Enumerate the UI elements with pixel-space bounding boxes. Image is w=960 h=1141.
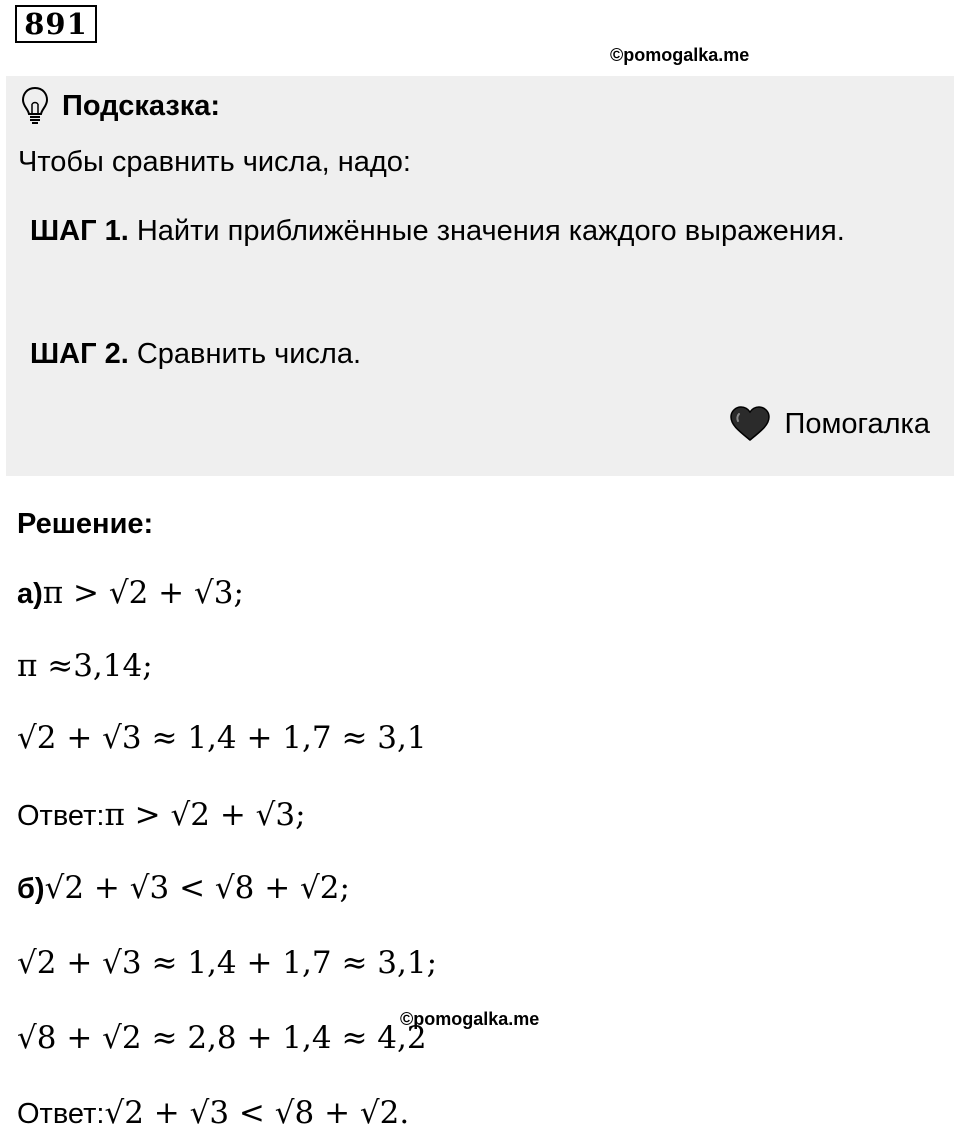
math-expression: π > √2 + √3;	[42, 575, 244, 611]
solution-line	[17, 720, 427, 756]
math-expression: √2 + √3 ≈ 1,4 + 1,7 ≈ 3,1;	[17, 945, 438, 981]
math-expression: √2 + √3 ≈ 1,4 + 1,7 ≈ 3,1	[17, 720, 427, 756]
solution-line	[17, 648, 153, 684]
solution-line	[17, 1020, 427, 1056]
hint-step-1	[30, 206, 850, 256]
step-2-label: ШАГ 2.	[30, 338, 129, 370]
answer-line-b	[17, 1095, 409, 1131]
math-expression: √2 + √3 < √8 + √2;	[44, 870, 350, 906]
watermark-middle: ©pomogalka.me	[400, 1009, 540, 1029]
math-expression: √8 + √2 ≈ 2,8 + 1,4 ≈ 4,2	[17, 1020, 427, 1056]
hint-title-text: Подсказка:	[62, 89, 221, 122]
hint-intro: Чтобы сравнить числа, надо:	[18, 146, 411, 178]
watermark-top: ©pomogalka.me	[610, 45, 750, 65]
hint-step-2	[30, 329, 850, 379]
part-a-label: а)	[17, 578, 43, 610]
step-2-text: Сравнить числа.	[128, 338, 362, 370]
lightbulb-icon	[20, 86, 50, 126]
solution-line-b	[17, 870, 350, 906]
solution-title: Решение:	[17, 508, 154, 540]
brand-text: Помогалка	[784, 407, 930, 440]
math-expression: √2 + √3 < √8 + √2.	[104, 1095, 410, 1131]
answer-label: Ответ:	[17, 1098, 105, 1130]
solution-line	[17, 945, 437, 981]
math-expression: π > √2 + √3;	[104, 797, 306, 833]
hint-box	[6, 76, 954, 476]
heart-icon	[729, 406, 771, 442]
answer-line-a	[17, 797, 306, 833]
problem-number: 891	[15, 5, 97, 43]
answer-label: Ответ:	[17, 800, 105, 832]
solution-line-a	[17, 575, 244, 611]
part-b-label: б)	[17, 873, 45, 905]
step-1-label: ШАГ 1.	[30, 215, 129, 247]
hint-title	[20, 86, 220, 126]
math-expression: π ≈3,14;	[17, 648, 153, 684]
step-1-text: Найти приближённые значения каждого выражения.	[128, 215, 845, 247]
brand	[729, 406, 930, 442]
